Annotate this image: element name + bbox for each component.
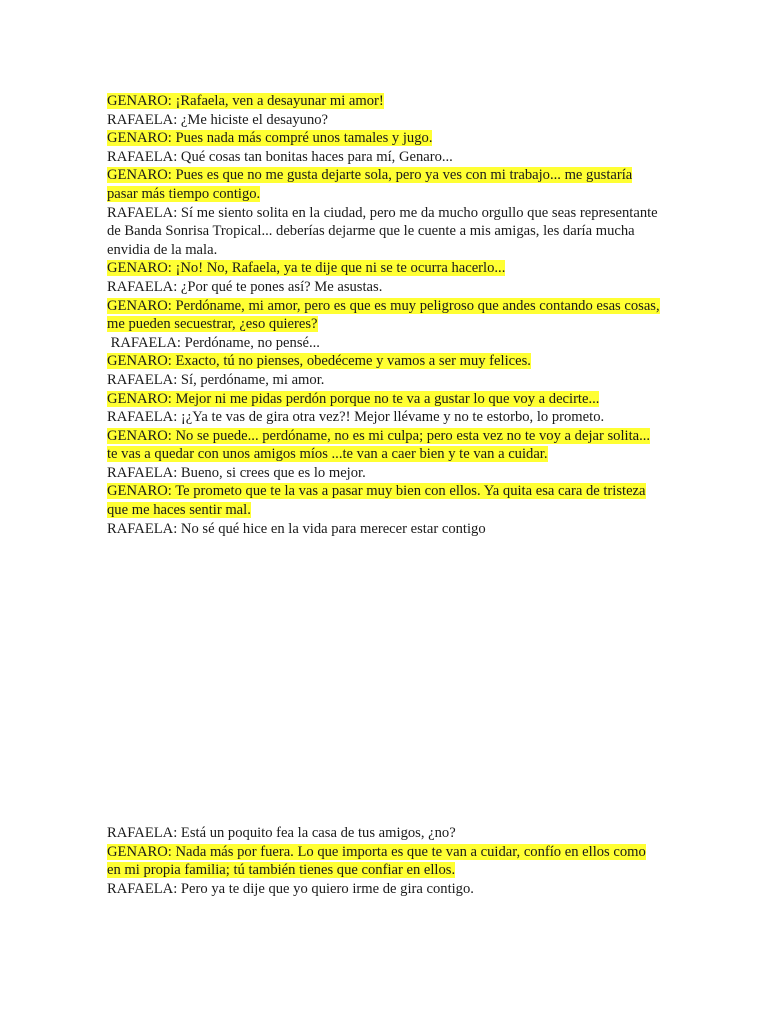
line-text: RAFAELA: Sí me siento solita en la ciudad, pero me da mucho orgullo que seas representante de Banda Sonrisa Tropical... deberías dejarme que le cuente a mis amigas, les daría mucha envidia de la mala.	[107, 204, 658, 258]
dialogue-line	[107, 482, 663, 519]
highlighted-text: GENARO: ¡Rafaela, ven a desayunar mi amor!	[107, 93, 384, 109]
dialogue-line	[107, 824, 663, 843]
line-text: RAFAELA: Pero ya te dije que yo quiero irme de gira contigo.	[107, 880, 474, 897]
dialogue-line	[107, 880, 663, 899]
dialogue-line	[107, 111, 663, 130]
dialogue-line	[107, 297, 663, 334]
dialogue-block-2	[107, 824, 663, 898]
dialogue-line	[107, 390, 663, 409]
line-text: RAFAELA: Qué cosas tan bonitas haces para mí, Genaro...	[107, 148, 453, 165]
dialogue-line	[107, 166, 663, 203]
dialogue-line	[107, 278, 663, 297]
line-text: RAFAELA: Está un poquito fea la casa de tus amigos, ¿no?	[107, 825, 456, 841]
dialogue-block-1	[107, 92, 663, 538]
highlighted-text: GENARO: No se puede... perdóname, no es mi culpa; pero esta vez no te voy a dejar solita... te vas a quedar con unos amigos míos ...te van a caer bien y te van a cuidar.	[107, 427, 651, 463]
dialogue-line	[107, 408, 663, 427]
line-text: RAFAELA: ¿Me hiciste el desayuno?	[107, 111, 329, 128]
line-text: RAFAELA: ¡¿Ya te vas de gira otra vez?! Mejor llévame y no te estorbo, lo prometo.	[107, 409, 605, 426]
line-text: RAFAELA: ¿Por qué te pones así? Me asustas.	[107, 278, 383, 295]
highlighted-text: GENARO: Exacto, tú no pienses, obedéceme y vamos a ser muy felices.	[107, 353, 531, 370]
dialogue-line	[107, 334, 663, 353]
highlighted-text: GENARO: Perdóname, mi amor, pero es que es muy peligroso que andes contando esas cosas, me pueden secuestrar, ¿eso quieres?	[107, 297, 660, 333]
dialogue-line	[107, 352, 663, 371]
dialogue-line	[107, 464, 663, 483]
dialogue-line	[107, 427, 663, 464]
highlighted-text: GENARO: Pues es que no me gusta dejarte sola, pero ya ves con mi trabajo... me gustaría pasar más tiempo contigo.	[107, 167, 633, 202]
line-text: RAFAELA: Perdóname, no pensé...	[107, 334, 320, 351]
highlighted-text: GENARO: Nada más por fuera. Lo que importa es que te van a cuidar, confío en ellos como en mi propia familia; tú también tienes que confiar en ellos.	[107, 843, 646, 879]
dialogue-line	[107, 259, 663, 278]
dialogue-line	[107, 92, 663, 111]
highlighted-text: GENARO: Te prometo que te la vas a pasar muy bien con ellos. Ya quita esa cara de tristeza que me haces sentir mal.	[107, 483, 646, 519]
line-text: RAFAELA: No sé qué hice en la vida para merecer estar contigo	[107, 520, 486, 537]
dialogue-line	[107, 148, 663, 167]
dialogue-line	[107, 204, 663, 260]
line-text: RAFAELA: Bueno, si crees que es lo mejor.	[107, 464, 366, 481]
dialogue-line	[107, 843, 663, 880]
line-text: RAFAELA: Sí, perdóname, mi amor.	[107, 371, 325, 388]
dialogue-line	[107, 371, 663, 390]
dialogue-line	[107, 520, 663, 539]
highlighted-text: GENARO: Pues nada más compré unos tamales y jugo.	[107, 130, 433, 147]
dialogue-line	[107, 129, 663, 148]
highlighted-text: GENARO: Mejor ni me pidas perdón porque no te va a gustar lo que voy a decirte...	[107, 390, 600, 407]
highlighted-text: GENARO: ¡No! No, Rafaela, ya te dije que ni se te ocurra hacerlo...	[107, 260, 506, 277]
